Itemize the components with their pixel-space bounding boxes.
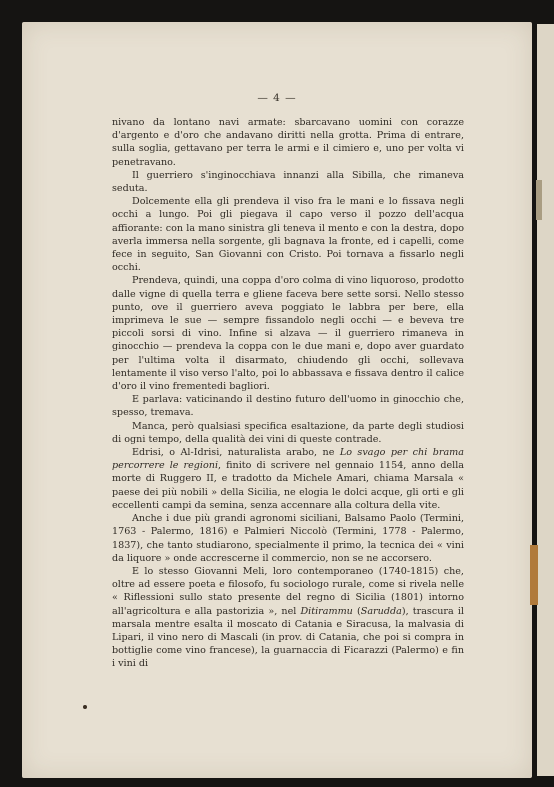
paragraph-3: Dolcemente ella gli prendeva il viso fra le mani e lo fissava negli occhi a lungo. Poi gli piegava il capo verso il pozzo dell'acqua affiorante: con la mano sinistra gli teneva il mento e con la destra, dopo averla immersa nella sorgente, gli bagnava la fronte, ed i capelli, come fece in seguito, San Giovanni con Cristo. Poi tornava a fissarlo negli occhi. [112, 196, 464, 274]
paragraph-9-before: E lo stesso Giovanni Meli, loro contemporaneo (1740-1815) che, oltre ad essere poeta e filosofo, fu sociologo rurale, come si rivela nelle « Riflessioni sullo stato presente del regno di Sicilia (1801) intorno all'agricoltura e alla pastorizia », nel [112, 565, 464, 617]
body-text [112, 116, 464, 671]
adjacent-page-edge [537, 24, 554, 776]
ink-spot [83, 705, 87, 709]
binding-tape [530, 545, 538, 605]
paragraph-9-after: ), trascura il marsala mentre esalta il moscato di Catania e Siracusa, la malvasia di Lipari, il vino nero di Mascali (in prov. di Catania, che poi si compra in bottiglie come vino francese), la guarnaccia di Ficarazzi (Palermo) e fin i vini di [112, 605, 464, 670]
paragraph-4: Prendeva, quindi, una coppa d'oro colma di vino liquoroso, prodotto dalle vigne di quella terra e gliene faceva bere sette sorsi. Nello stesso punto, ove il guerriero aveva poggiato le labbra per bere, ella imprimeva le sue — sempre fissandolo negli occhi — e beveva tre piccoli sorsi di vino. Infine si alzava — il guerriero rimaneva in ginocchio — prendeva la coppa con le due mani e, dopo aver guardato per l'ultima volta il disarmato, chiudendo gli occhi, sollevava lentamente il viso verso l'alto, poi lo abbassava e fissava dentro il calice d'oro il vino frementedi bagliori. [112, 275, 464, 393]
paragraph-7-after: , finito di scrivere nel gennaio 1154, anno della morte di Ruggero II, e tradotto da Michele Amari, chiama Marsala « paese dei più nobili » della Sicilia, ne elogia le dolci acque, gli orti e gli eccellenti campi da semina, senza accennare alla coltura della vite. [112, 460, 464, 511]
poem-subtitle-italic: Sarudda [360, 605, 402, 617]
paragraph-7-before: Edrisi, o Al-Idrisi, naturalista arabo, ne [132, 447, 340, 459]
paragraph-1: nivano da lontano navi armate: sbarcavano uomini con corazze d'argento e d'oro che andavano diritti nella grotta. Prima di entrare, sulla soglia, gettavano per terra le armi e il cimiero e, uno per volta vi penetravano. [112, 117, 464, 168]
page-number: — 4 — [257, 92, 297, 104]
paragraph-7 [112, 446, 464, 512]
paragraph-8: Anche i due più grandi agronomi siciliani, Balsamo Paolo (Termini, 1763 - Palermo, 1816) e Palmieri Niccolò (Termini, 1778 - Palermo, 1837), che tanto studiarono, specialmente il primo, la tecnica dei « vini da liquore » onde accrescerne il commercio, non se ne accorsero. [112, 513, 464, 564]
paragraph-9-mid: ( [352, 605, 361, 617]
paragraph-9 [112, 565, 464, 671]
paragraph-6: Manca, però qualsiasi specifica esaltazione, da parte degli studiosi di ogni tempo, della qualità dei vini di queste contrade. [112, 420, 464, 445]
page-edge-mark [536, 180, 542, 220]
paragraph-5: E parlava: vaticinando il destino futuro dell'uomo in ginocchio che, spesso, tremava. [112, 394, 464, 419]
poem-title-italic: Ditirammu [300, 605, 353, 617]
paragraph-2: Il guerriero s'inginocchiava innanzi alla Sibilla, che rimaneva seduta. [112, 169, 464, 195]
book-title-italic: Lo svago per chi brama percorrere le regioni [112, 447, 464, 472]
